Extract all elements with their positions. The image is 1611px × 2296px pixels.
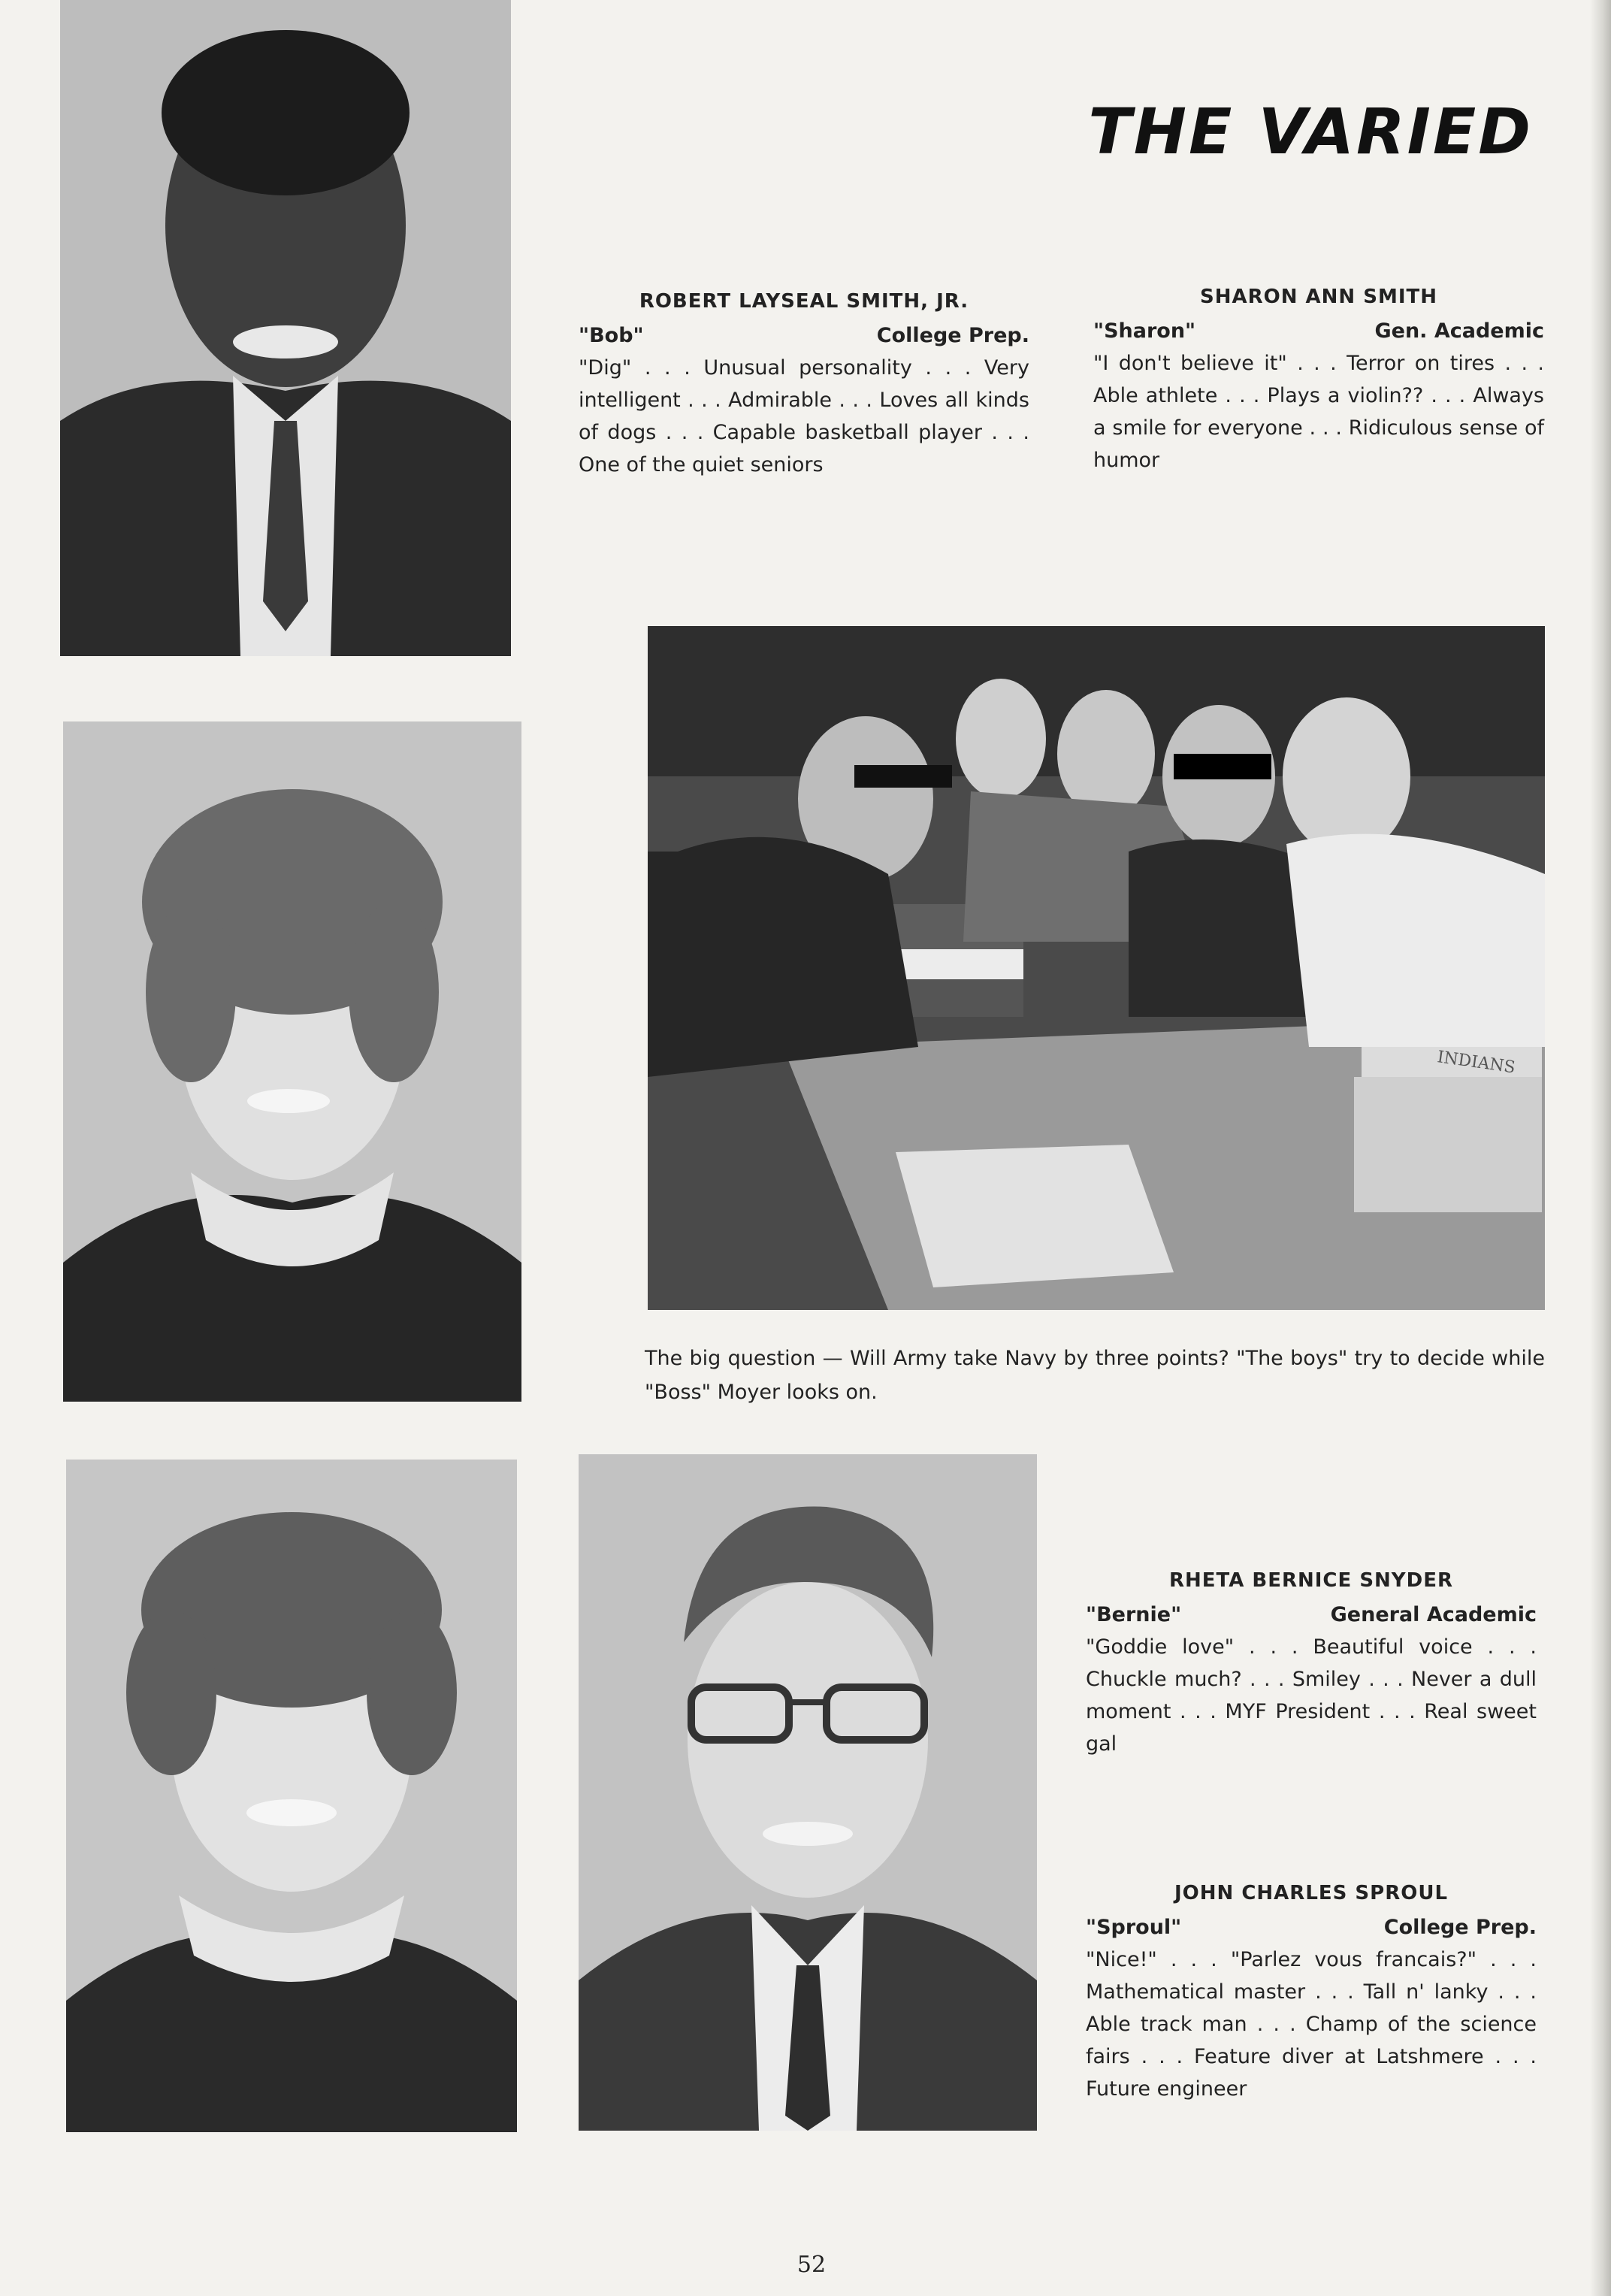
- student-nickname: "Sharon": [1093, 319, 1196, 343]
- page-edge-shadow: [1590, 0, 1611, 2296]
- student-name: RHETA BERNICE SNYDER: [1168, 1569, 1454, 1592]
- student-entry-sharon-smith: [1093, 281, 1544, 476]
- student-entry-robert-smith: [579, 286, 1029, 481]
- portrait-sharon-smith: [63, 721, 521, 1402]
- page-number: 52: [796, 2252, 827, 2278]
- student-course: College Prep.: [1383, 1916, 1537, 1939]
- student-course: General Academic: [1330, 1603, 1537, 1626]
- student-info-row: [1086, 1911, 1537, 1944]
- student-description: "I don't believe it" . . . Terror on tires . . . Able athlete . . . Plays a violin?? . . . Always a smile for everyone . . . Ridiculous sense of humor: [1093, 352, 1544, 472]
- student-entry-rheta-snyder: [1086, 1565, 1537, 1760]
- student-description: "Nice!" . . . "Parlez vous francais?" . . . Mathematical master . . . Tall n' lanky . . . Able track man . . . Champ of the science fairs . . . Feature diver at Latshmere . . . Future engineer: [1086, 1948, 1537, 2101]
- student-info-row: [1093, 315, 1544, 347]
- student-entry-john-sproul: [1086, 1877, 1537, 2105]
- student-nickname: "Sproul": [1086, 1916, 1182, 1939]
- student-course: Gen. Academic: [1374, 319, 1544, 343]
- group-photo-image: [648, 626, 1545, 1310]
- portrait-john-sproul: [579, 1454, 1037, 2131]
- portrait-robert-smith: [60, 0, 511, 656]
- portrait-sharon-smith-image: [63, 721, 521, 1402]
- group-photo-caption: The big question — Will Army take Navy by three points? "The boys" try to decide while "Boss" Moyer looks on.: [645, 1347, 1545, 1404]
- student-nickname: "Bob": [579, 324, 644, 347]
- portrait-john-sproul-image: [579, 1454, 1037, 2131]
- student-name: SHARON ANN SMITH: [1199, 286, 1437, 308]
- group-photo: [648, 626, 1545, 1310]
- portrait-rheta-snyder-image: [66, 1460, 517, 2132]
- student-name: JOHN CHARLES SPROUL: [1174, 1882, 1449, 1904]
- portrait-robert-smith-image: [60, 0, 511, 656]
- portrait-rheta-snyder: [66, 1460, 517, 2132]
- student-info-row: [1086, 1599, 1537, 1631]
- student-info-row: [579, 319, 1029, 352]
- student-description: "Goddie love" . . . Beautiful voice . . . Chuckle much? . . . Smiley . . . Never a dull moment . . . MYF President . . . Real sweet gal: [1086, 1635, 1537, 1756]
- student-nickname: "Bernie": [1086, 1603, 1182, 1626]
- page-heading: THE VARIED: [1088, 95, 1533, 168]
- student-description: "Dig" . . . Unusual personality . . . Very intelligent . . . Admirable . . . Loves all kinds of dogs . . . Capable basketball player . . . One of the quiet seniors: [579, 356, 1029, 476]
- student-name: ROBERT LAYSEAL SMITH, JR.: [639, 290, 969, 313]
- book-spine-label: INDIANS: [1436, 1048, 1517, 1078]
- student-course: College Prep.: [876, 324, 1029, 347]
